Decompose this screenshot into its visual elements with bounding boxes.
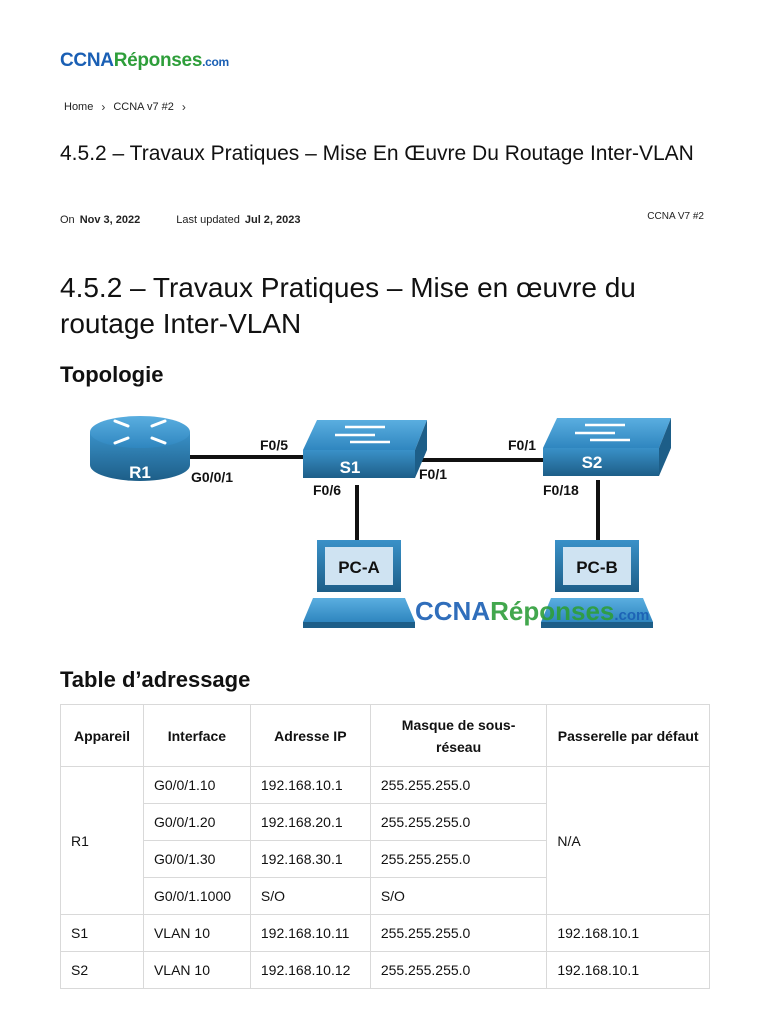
cell-ip: 192.168.10.12 [250,952,370,989]
post-date: Nov 3, 2022 [79,214,141,226]
header-mask: Masque de sous-réseau [370,705,547,767]
breadcrumb [64,100,186,114]
cell-interface: G0/0/1.1000 [143,878,250,915]
cell-device: S1 [61,915,144,952]
post-category-link[interactable]: CCNA V7 #2 [647,211,704,222]
cell-ip: S/O [250,878,370,915]
logo-part-reponses: Réponses [113,50,203,71]
cell-ip: 192.168.10.11 [250,915,370,952]
cell-gateway: 192.168.10.1 [547,952,710,989]
cell-interface: G0/0/1.30 [143,841,250,878]
table-heading: Table d’adressage [60,667,251,692]
cell-gateway: 192.168.10.1 [547,915,710,952]
port-label-s1-f0-1: F0/1 [419,466,448,482]
port-label-r1-g0-0-1: G0/0/1 [191,469,234,485]
header-interface: Interface [143,705,250,767]
post-meta [60,214,301,226]
post-date-label: On [60,214,75,226]
header-ip: Adresse IP [250,705,370,767]
chevron-right-icon: › [101,100,106,114]
switch-s1-icon [303,420,427,478]
site-logo[interactable] [60,50,229,72]
cell-mask: 255.255.255.0 [370,841,547,878]
cell-mask: 255.255.255.0 [370,915,547,952]
port-label-s2-f0-1: F0/1 [508,437,537,453]
post-updated-label: Last updated [176,214,240,226]
cell-mask: S/O [370,878,547,915]
pc-a-icon [303,540,415,628]
table-row [61,915,710,952]
breadcrumb-category-link[interactable]: CCNA v7 #2 [113,101,174,113]
cell-mask: 255.255.255.0 [370,804,547,841]
table-row [61,767,710,804]
cell-device: R1 [61,767,144,915]
content-heading: 4.5.2 – Travaux Pratiques – Mise en œuvre du routage Inter-VLAN [60,272,636,339]
port-label-s1-f0-6: F0/6 [313,482,342,498]
cell-gateway: N/A [547,767,710,915]
cell-interface: G0/0/1.10 [143,767,250,804]
breadcrumb-home-link[interactable]: Home [64,101,94,113]
cell-interface: VLAN 10 [143,915,250,952]
cell-device: S2 [61,952,144,989]
logo-part-com: .com [202,55,229,69]
switch-s2-icon [543,418,671,476]
port-label-s1-f0-5: F0/5 [260,437,289,453]
cell-ip: 192.168.10.1 [250,767,370,804]
post-title: 4.5.2 – Travaux Pratiques – Mise En Œuvre Du Routage Inter-VLAN [60,142,694,165]
pc-b-label: PC-B [576,558,618,577]
switch-s2-label: S2 [581,453,603,472]
logo-part-ccna: CCNA [60,50,114,71]
cell-ip: 192.168.20.1 [250,804,370,841]
table-header-row [61,705,710,767]
cell-ip: 192.168.30.1 [250,841,370,878]
switch-s1-label: S1 [339,458,361,477]
cell-interface: VLAN 10 [143,952,250,989]
topology-diagram [85,410,685,635]
cell-interface: G0/0/1.20 [143,804,250,841]
header-device: Appareil [61,705,144,767]
cell-mask: 255.255.255.0 [370,952,547,989]
pc-a-label: PC-A [338,558,380,577]
router-r1-label: R1 [129,463,151,482]
table-row [61,952,710,989]
port-label-s2-f0-18: F0/18 [543,482,579,498]
header-gateway: Passerelle par défaut [547,705,710,767]
cell-mask: 255.255.255.0 [370,767,547,804]
topology-heading: Topologie [60,362,164,387]
watermark-logo: CCNARéponses.com [415,596,650,626]
addressing-table [60,704,710,989]
chevron-right-icon: › [181,100,186,114]
post-updated-date: Jul 2, 2023 [244,214,301,226]
